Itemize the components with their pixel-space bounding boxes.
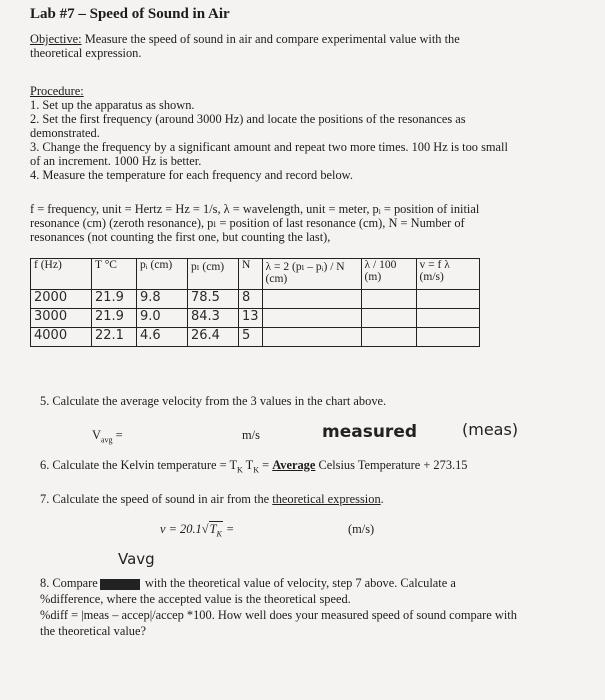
objective-text: Measure the speed of sound in air and compare experimental value with the [81,32,460,46]
cell-initial-position: 9.8 [137,290,188,309]
cell-initial-position: 9.0 [137,309,188,328]
formula-radicand [209,521,223,539]
question-8-line: %diff = |meas – accep|/accep *100. How well does your measured speed of sound compare with [40,608,517,622]
table-row [31,328,480,347]
question-8-line: %difference, where the accepted value is the theoretical speed. [40,592,351,606]
handwritten-vavg: Vavg [118,550,155,568]
q7-text: 7. Calculate the speed of sound in air from the [40,492,273,506]
header-last-position: pₗ (cm) [188,259,239,290]
objective-line-2: theoretical expression. [30,46,142,60]
procedure-step: 2. Set the first frequency (around 3000 Hz) and locate the positions of the resonances as [30,112,466,126]
table-row [31,309,480,328]
header-temperature: T °C [92,259,137,290]
definitions-line: resonances (not counting the first one, but counting the last), [30,230,331,244]
question-6 [40,458,468,477]
procedure-step: demonstrated. [30,126,100,140]
question-7 [40,492,384,506]
header-wavelength-m: λ / 100 (m) [361,259,416,290]
cell-n: 13 [239,309,263,328]
cell-wavelength-cm [262,309,361,328]
definitions-line: f = frequency, unit = Hertz = Hz = 1/s, λ = wavelength, unit = meter, pᵢ = position of initial [30,202,480,216]
cell-frequency: 3000 [31,309,92,328]
handwritten-meas: (meas) [462,420,519,439]
procedure-step: of an increment. 1000 Hz is better. [30,154,202,168]
formula-equals: = [222,522,235,536]
table-header-row [31,259,480,290]
q6-text: Celsius Temperature + 273.15 [315,458,468,472]
table-row [31,290,480,309]
cell-initial-position: 4.6 [137,328,188,347]
cell-velocity [416,309,479,328]
formula-t: T [209,522,217,536]
page-title: Lab #7 – Speed of Sound in Air [30,6,230,22]
vavg-symbol: V [92,428,101,442]
definitions-line: resonance (cm) (zeroth resonance), pₗ = position of last resonance (cm), N = Number of [30,216,465,230]
header-n: N [239,259,263,290]
question-5: 5. Calculate the average velocity from the 3 values in the chart above. [40,394,387,408]
cell-wavelength-m [361,328,416,347]
cell-frequency: 4000 [31,328,92,347]
q8-text: 8. Compare [40,576,98,590]
question-8-line: the theoretical value? [40,624,146,638]
cell-wavelength-m [361,309,416,328]
objective-line-1 [30,32,460,46]
header-velocity: v = f λ (m/s) [416,259,479,290]
cell-n: 8 [239,290,263,309]
header-wavelength-cm: λ = 2 (pₗ – pᵢ) / N (cm) [262,259,361,290]
q6-subscript: K [253,465,260,475]
vavg-equals: = [112,428,123,442]
cell-last-position: 84.3 [188,309,239,328]
vavg-unit: m/s [242,428,260,442]
cell-velocity [416,290,479,309]
q6-text: 6. Calculate the Kelvin temperature = T [40,458,238,472]
q7-theoretical-expression: theoretical expression [272,492,381,506]
formula-unit: (m/s) [348,522,375,536]
objective-label: Objective: [30,32,82,46]
data-table [30,258,480,347]
vavg-subscript: avg [100,435,113,445]
procedure-step: 3. Change the frequency by a significant amount and repeat two more times. 100 Hz is too small [30,140,508,154]
handwritten-measured: measured [322,422,418,442]
cell-velocity [416,328,479,347]
cell-frequency: 2000 [31,290,92,309]
cell-wavelength-m [361,290,416,309]
cell-wavelength-cm [262,290,361,309]
cell-last-position: 26.4 [188,328,239,347]
cell-temperature: 21.9 [92,290,137,309]
q6-text: T [242,458,254,472]
q6-average: Average [272,458,316,472]
formula-text: v = 20.1 [160,522,202,536]
cell-last-position: 78.5 [188,290,239,309]
procedure-step: 1. Set up the apparatus as shown. [30,98,195,112]
q6-subscript: K [237,465,243,475]
cell-wavelength-cm [262,328,361,347]
question-8-line [40,576,456,590]
header-initial-position: pᵢ (cm) [137,259,188,290]
cell-temperature: 21.9 [92,309,137,328]
vavg-label [92,428,123,447]
procedure-label: Procedure: [30,84,84,98]
q8-text: with the theoretical value of velocity, step 7 above. Calculate a [141,576,456,590]
formula-subscript: K [216,529,222,539]
q6-text: = [259,458,273,472]
formula: $v = 20.1√T_K$ = [160,522,235,539]
q7-text: . [380,492,384,506]
crossed-out-text [100,579,140,590]
procedure-step: 4. Measure the temperature for each frequency and record below. [30,168,353,182]
cell-temperature: 22.1 [92,328,137,347]
header-frequency: f (Hz) [31,259,92,290]
cell-n: 5 [239,328,263,347]
